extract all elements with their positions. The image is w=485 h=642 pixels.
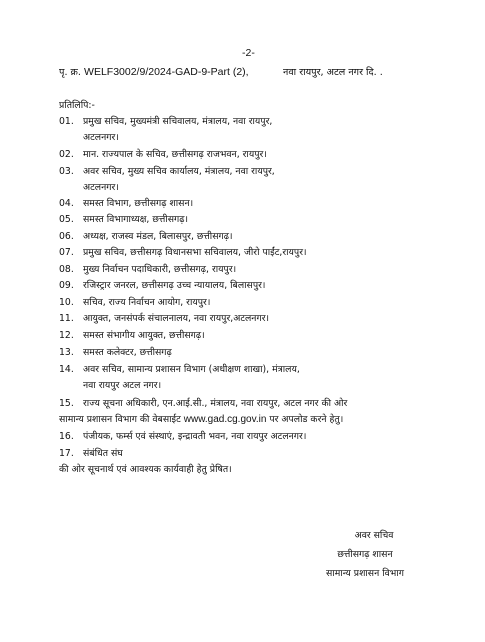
list-item <box>59 147 439 160</box>
list-item <box>59 295 439 308</box>
item-text: संबंधित संघ <box>83 448 123 459</box>
item-number: 10. <box>59 297 74 308</box>
page-number: -2- <box>242 47 255 59</box>
list-item <box>59 114 439 143</box>
list-item <box>59 212 439 225</box>
item-number: 12. <box>59 330 74 341</box>
list-item <box>59 446 439 475</box>
item-text: प्रमुख सचिव, मुख्यमंत्री सचिवालय, मंत्रालय, नवा रायपुर, <box>83 116 273 127</box>
item-text: आयुक्त, जनसंपर्क संचालनालय, नवा रायपुर,अटलनगर। <box>83 313 270 324</box>
item-text: समस्त संभागीय आयुक्त, छत्तीसगढ़। <box>83 330 205 341</box>
item-number: 02. <box>59 149 74 160</box>
item-text: अवर सचिव, मुख्य सचिव कार्यालय, मंत्रालय, नवा रायपुर, <box>83 166 275 177</box>
list-item <box>59 164 439 193</box>
list-item <box>59 328 439 341</box>
item-text: समस्त विभागाध्यक्ष, छत्तीसगढ़। <box>83 214 188 225</box>
item-number: 06. <box>59 231 74 242</box>
list-item <box>59 196 439 209</box>
item-number: 08. <box>59 264 74 275</box>
item-number: 17. <box>59 448 74 459</box>
item-text-continued <box>59 412 439 425</box>
item-number: 16. <box>59 431 74 442</box>
item-number: 15. <box>59 398 74 409</box>
list-item <box>59 262 439 275</box>
item-number: 05. <box>59 214 74 225</box>
item-number: 09. <box>59 280 74 291</box>
item-text: प्रमुख सचिव, छत्तीसगढ़ विधानसभा सचिवालय, जीरो पाईंट,रायपुर। <box>83 247 307 258</box>
list-item <box>59 345 439 358</box>
item-text: राज्य सूचना अधिकारी, एन.आई.सी., मंत्रालय, नवा रायपुर, अटल नगर की ओर <box>83 398 348 409</box>
item-number: 07. <box>59 247 74 258</box>
signature-block <box>300 528 430 585</box>
signatory-government: छत्तीसगढ़ शासन <box>337 549 393 560</box>
list-item <box>59 245 439 258</box>
item-number: 13. <box>59 347 74 358</box>
list-item <box>59 229 439 242</box>
item-text: मान. राज्यपाल के सचिव, छत्तीसगढ़ राजभवन, रायपुर। <box>83 149 267 160</box>
reference-number: WELF3002/9/2024-GAD-9-Part (2), <box>84 66 249 78</box>
reference-line <box>59 65 383 78</box>
item-text-continued: अटलनगर। <box>83 182 119 193</box>
list-item <box>59 311 439 324</box>
item-text-continued: की ओर सूचनार्थ एवं आवश्यक कार्यवाही हेतु प्रेषित। <box>59 464 232 475</box>
item-text: पंजीयक, फर्म्स एवं संस्थाएं, इन्द्रावती भवन, नवा रायपुर अटलनगर। <box>83 431 307 442</box>
item-text: अध्यक्ष, राजस्व मंडल, बिलासपुर, छत्तीसगढ़। <box>83 231 233 242</box>
list-item <box>59 278 439 291</box>
item-text: मुख्य निर्वाचन पदाधिकारी, छत्तीसगढ़, रायपुर। <box>83 264 237 275</box>
signatory-designation: अवर सचिव <box>354 530 394 541</box>
item-number: 03. <box>59 166 74 177</box>
reference-place-date: नवा रायपुर, अटल नगर दि. . <box>283 67 383 78</box>
item-text: अवर सचिव, सामान्य प्रशासन विभाग (अधीक्षण शाखा), मंत्रालय, <box>83 364 300 375</box>
item-number: 14. <box>59 364 74 375</box>
item-text: समस्त विभाग, छत्तीसगढ़ शासन। <box>83 198 194 209</box>
item-text-post: पर अपलोड करने हेतु। <box>266 414 344 425</box>
copy-heading: प्रतिलिपि:- <box>59 100 95 111</box>
list-item <box>59 362 439 391</box>
list-item <box>59 429 439 442</box>
item-number: 01. <box>59 116 74 127</box>
item-text: सचिव, राज्य निर्वाचन आयोग, रायपुर। <box>83 297 211 308</box>
item-number: 11. <box>59 313 74 324</box>
item-text-continued: नवा रायपुर अटल नगर। <box>83 380 162 391</box>
item-text: रजिस्ट्रार जनरल, छत्तीसगढ़ उच्च न्यायालय, बिलासपुर। <box>83 280 266 291</box>
item-text-pre: सामान्य प्रशासन विभाग की वेबसाईट <box>59 414 184 425</box>
list-item <box>59 396 439 425</box>
item-number: 04. <box>59 198 74 209</box>
signatory-department: सामान्य प्रशासन विभाग <box>326 568 404 579</box>
item-text-continued: अटलनगर। <box>83 132 119 143</box>
reference-prefix: पृ. क्र. <box>59 67 81 78</box>
website-url: www.gad.cg.gov.in <box>183 414 267 425</box>
item-text: समस्त कलेक्टर, छत्तीसगढ़ <box>83 347 172 358</box>
